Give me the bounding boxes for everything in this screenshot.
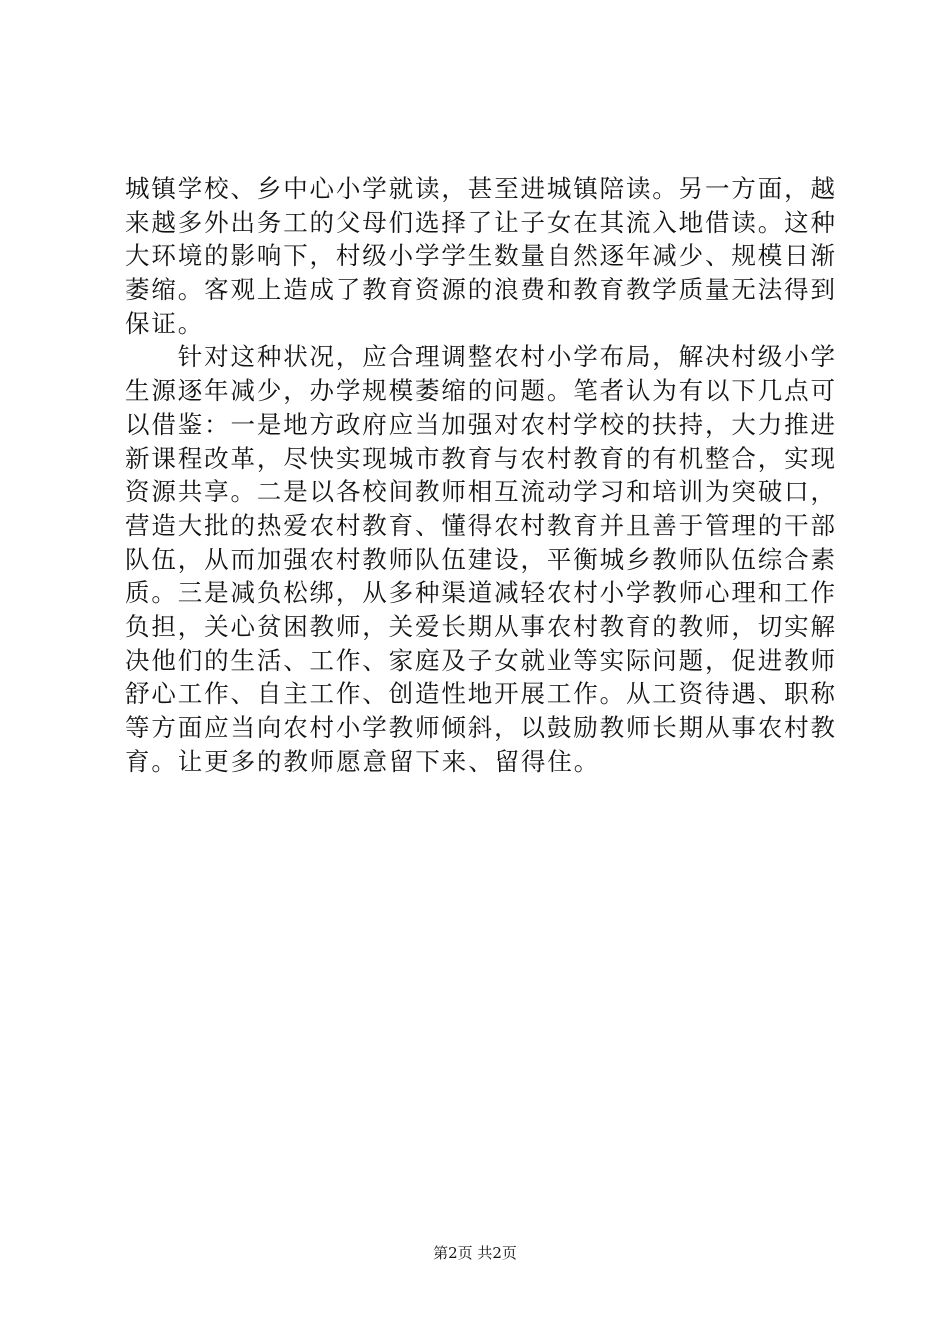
page-footer: 第2页 共2页	[433, 1244, 517, 1262]
text-line: 育。让更多的教师愿意留下来、留得住。	[125, 746, 601, 776]
text-line: 以借鉴：一是地方政府应当加强对农村学校的扶持，大力推进	[125, 409, 835, 439]
text-line: 营造大批的热爱农村教育、懂得农村教育并且善于管理的干部	[125, 510, 835, 540]
text-line: 萎缩。客观上造成了教育资源的浪费和教育教学质量无法得到	[125, 275, 835, 305]
text-line: 决他们的生活、工作、家庭及子女就业等实际问题，促进教师	[125, 645, 835, 675]
text-line: 大环境的影响下，村级小学学生数量自然逐年减少、规模日渐	[125, 241, 835, 271]
text-line: 保证。	[125, 308, 205, 338]
text-line: 城镇学校、乡中心小学就读，甚至进城镇陪读。另一方面，越	[125, 174, 835, 203]
text-line: 来越多外出务工的父母们选择了让子女在其流入地借读。这种	[125, 207, 835, 237]
text-line: 负担，关心贫困教师，关爱长期从事农村教育的教师，切实解	[125, 611, 835, 641]
body-text	[125, 172, 835, 778]
text-line: 队伍，从而加强农村教师队伍建设，平衡城乡教师队伍综合素	[125, 544, 835, 574]
text-line: 生源逐年减少，办学规模萎缩的问题。笔者认为有以下几点可	[125, 376, 835, 406]
text-line: 针对这种状况，应合理调整农村小学布局，解决村级小学	[125, 342, 835, 372]
text-line: 等方面应当向农村小学教师倾斜，以鼓励教师长期从事农村教	[125, 713, 835, 742]
text-line: 新课程改革，尽快实现城市教育与农村教育的有机整合，实现	[125, 443, 835, 473]
text-line: 质。三是减负松绑，从多种渠道减轻农村小学教师心理和工作	[125, 578, 835, 608]
text-line: 资源共享。二是以各校间教师相互流动学习和培训为突破口，	[125, 477, 835, 507]
text-line: 舒心工作、自主工作、创造性地开展工作。从工资待遇、职称	[125, 679, 835, 709]
